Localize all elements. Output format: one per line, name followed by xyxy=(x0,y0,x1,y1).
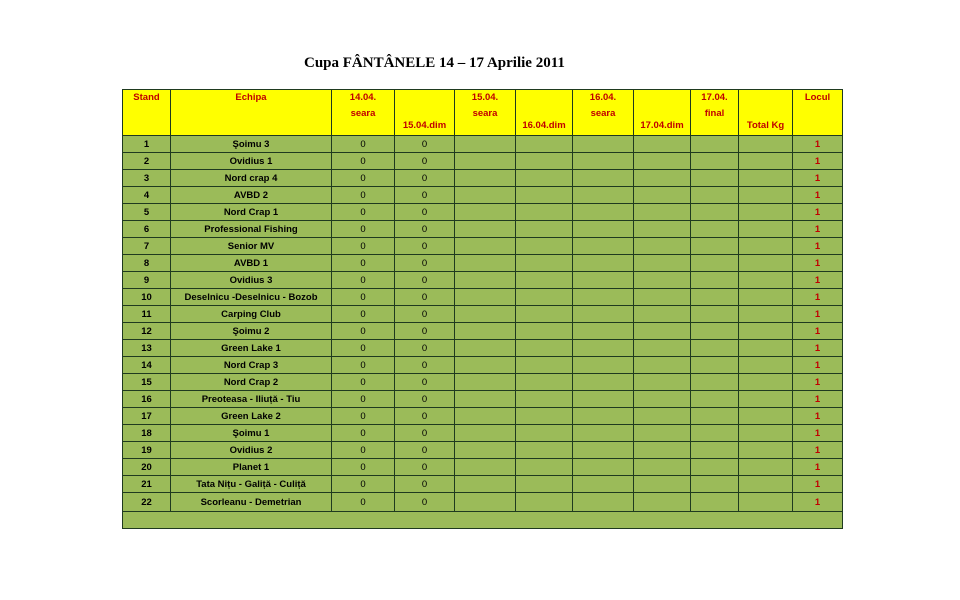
score-day7-cell xyxy=(691,340,739,357)
rank-cell: 1 xyxy=(793,255,843,272)
table-row xyxy=(123,204,843,221)
score-day4-cell xyxy=(516,153,573,170)
score-day6-cell xyxy=(634,408,691,425)
score-day4-cell xyxy=(516,476,573,493)
score-day3-cell xyxy=(455,255,516,272)
score-day4-cell xyxy=(516,204,573,221)
score-day5-cell xyxy=(573,391,634,408)
score-day6-cell xyxy=(634,459,691,476)
score-day2-cell: 0 xyxy=(395,289,455,306)
score-day3-cell xyxy=(455,306,516,323)
total-kg-cell xyxy=(739,425,793,442)
rank-cell: 1 xyxy=(793,204,843,221)
header-day5-sub: seara xyxy=(590,108,616,119)
score-day6-cell xyxy=(634,476,691,493)
score-day3-cell xyxy=(455,408,516,425)
score-day2-cell: 0 xyxy=(395,442,455,459)
team-cell: Green Lake 1 xyxy=(171,340,332,357)
score-day5-cell xyxy=(573,289,634,306)
score-day2-cell: 0 xyxy=(395,425,455,442)
score-day6-cell xyxy=(634,391,691,408)
score-day5-cell xyxy=(573,374,634,391)
header-day3 xyxy=(455,90,516,136)
rank-cell: 1 xyxy=(793,272,843,289)
header-day5 xyxy=(573,90,634,136)
score-day5-cell xyxy=(573,408,634,425)
score-day2-cell: 0 xyxy=(395,170,455,187)
footer-row xyxy=(123,512,843,529)
table-row xyxy=(123,459,843,476)
table-row xyxy=(123,493,843,512)
score-day7-cell xyxy=(691,357,739,374)
score-day5-cell xyxy=(573,170,634,187)
team-cell: Preoteasa - Iliuță - Tiu xyxy=(171,391,332,408)
stand-cell: 22 xyxy=(123,493,171,512)
header-echipa: Echipa xyxy=(171,90,332,136)
team-cell: AVBD 1 xyxy=(171,255,332,272)
stand-cell: 13 xyxy=(123,340,171,357)
header-day1-date: 14.04. xyxy=(349,92,377,103)
total-kg-cell xyxy=(739,289,793,306)
rank-cell: 1 xyxy=(793,391,843,408)
total-kg-cell xyxy=(739,374,793,391)
table-row xyxy=(123,187,843,204)
header-day7-date: 17.04. xyxy=(701,92,728,103)
score-day2-cell: 0 xyxy=(395,221,455,238)
results-table xyxy=(122,89,843,529)
score-day4-cell xyxy=(516,238,573,255)
score-day4-cell xyxy=(516,340,573,357)
score-day6-cell xyxy=(634,289,691,306)
score-day1-cell: 0 xyxy=(332,289,395,306)
score-day6-cell xyxy=(634,340,691,357)
team-cell: Nord Crap 3 xyxy=(171,357,332,374)
score-day6-cell xyxy=(634,255,691,272)
rank-cell: 1 xyxy=(793,476,843,493)
table-row xyxy=(123,476,843,493)
table-row xyxy=(123,238,843,255)
team-cell: Ovidius 2 xyxy=(171,442,332,459)
score-day5-cell xyxy=(573,493,634,512)
team-cell: Nord Crap 2 xyxy=(171,374,332,391)
score-day1-cell: 0 xyxy=(332,272,395,289)
table-row xyxy=(123,340,843,357)
score-day5-cell xyxy=(573,425,634,442)
score-day2-cell: 0 xyxy=(395,238,455,255)
team-cell: AVBD 2 xyxy=(171,187,332,204)
score-day3-cell xyxy=(455,340,516,357)
header-day7-sub: final xyxy=(704,108,725,119)
team-cell: Tata Nițu - Galiță - Culiță xyxy=(171,476,332,493)
rank-cell: 1 xyxy=(793,323,843,340)
score-day3-cell xyxy=(455,187,516,204)
score-day4-cell xyxy=(516,255,573,272)
footer-cell xyxy=(123,512,843,529)
score-day4-cell xyxy=(516,306,573,323)
score-day7-cell xyxy=(691,204,739,221)
rank-cell: 1 xyxy=(793,136,843,153)
team-cell: Deselnicu -Deselnicu - Bozob xyxy=(171,289,332,306)
score-day2-cell: 0 xyxy=(395,255,455,272)
score-day6-cell xyxy=(634,442,691,459)
score-day6-cell xyxy=(634,170,691,187)
score-day5-cell xyxy=(573,459,634,476)
score-day1-cell: 0 xyxy=(332,221,395,238)
rank-cell: 1 xyxy=(793,374,843,391)
stand-cell: 20 xyxy=(123,459,171,476)
score-day3-cell xyxy=(455,323,516,340)
score-day5-cell xyxy=(573,136,634,153)
score-day2-cell: 0 xyxy=(395,408,455,425)
score-day7-cell xyxy=(691,306,739,323)
header-day2: 15.04.dim xyxy=(395,90,455,136)
score-day1-cell: 0 xyxy=(332,476,395,493)
score-day7-cell xyxy=(691,170,739,187)
rank-cell: 1 xyxy=(793,289,843,306)
score-day4-cell xyxy=(516,272,573,289)
stand-cell: 17 xyxy=(123,408,171,425)
team-cell: Ovidius 1 xyxy=(171,153,332,170)
score-day7-cell xyxy=(691,425,739,442)
total-kg-cell xyxy=(739,408,793,425)
score-day6-cell xyxy=(634,204,691,221)
score-day1-cell: 0 xyxy=(332,340,395,357)
stand-cell: 3 xyxy=(123,170,171,187)
score-day5-cell xyxy=(573,221,634,238)
header-day3-date: 15.04. xyxy=(471,92,499,103)
score-day4-cell xyxy=(516,442,573,459)
rank-cell: 1 xyxy=(793,153,843,170)
stand-cell: 12 xyxy=(123,323,171,340)
total-kg-cell xyxy=(739,136,793,153)
score-day7-cell xyxy=(691,289,739,306)
total-kg-cell xyxy=(739,442,793,459)
score-day3-cell xyxy=(455,136,516,153)
score-day5-cell xyxy=(573,153,634,170)
rank-cell: 1 xyxy=(793,442,843,459)
score-day7-cell xyxy=(691,442,739,459)
total-kg-cell xyxy=(739,221,793,238)
score-day5-cell xyxy=(573,357,634,374)
team-cell: Green Lake 2 xyxy=(171,408,332,425)
total-kg-cell xyxy=(739,340,793,357)
rank-cell: 1 xyxy=(793,221,843,238)
score-day7-cell xyxy=(691,136,739,153)
score-day1-cell: 0 xyxy=(332,204,395,221)
stand-cell: 15 xyxy=(123,374,171,391)
stand-cell: 16 xyxy=(123,391,171,408)
score-day2-cell: 0 xyxy=(395,374,455,391)
score-day7-cell xyxy=(691,323,739,340)
stand-cell: 4 xyxy=(123,187,171,204)
score-day1-cell: 0 xyxy=(332,255,395,272)
score-day7-cell xyxy=(691,221,739,238)
header-day7 xyxy=(691,90,739,136)
total-kg-cell xyxy=(739,255,793,272)
team-cell: Nord crap 4 xyxy=(171,170,332,187)
score-day7-cell xyxy=(691,238,739,255)
header-row xyxy=(123,90,843,136)
rank-cell: 1 xyxy=(793,306,843,323)
score-day6-cell xyxy=(634,238,691,255)
score-day4-cell xyxy=(516,357,573,374)
score-day3-cell xyxy=(455,357,516,374)
header-total: Total Kg xyxy=(739,90,793,136)
score-day1-cell: 0 xyxy=(332,391,395,408)
score-day6-cell xyxy=(634,153,691,170)
score-day1-cell: 0 xyxy=(332,425,395,442)
score-day2-cell: 0 xyxy=(395,493,455,512)
table-row xyxy=(123,442,843,459)
header-day1 xyxy=(332,90,395,136)
table-row xyxy=(123,425,843,442)
header-day6: 17.04.dim xyxy=(634,90,691,136)
score-day2-cell: 0 xyxy=(395,323,455,340)
table-row xyxy=(123,374,843,391)
page-title: Cupa FÂNTÂNELE 14 – 17 Aprilie 2011 xyxy=(304,55,565,71)
score-day1-cell: 0 xyxy=(332,187,395,204)
total-kg-cell xyxy=(739,459,793,476)
score-day1-cell: 0 xyxy=(332,306,395,323)
table-row xyxy=(123,221,843,238)
score-day2-cell: 0 xyxy=(395,272,455,289)
score-day5-cell xyxy=(573,476,634,493)
table-row xyxy=(123,255,843,272)
stand-cell: 10 xyxy=(123,289,171,306)
team-cell: Planet 1 xyxy=(171,459,332,476)
score-day6-cell xyxy=(634,272,691,289)
score-day4-cell xyxy=(516,136,573,153)
stand-cell: 7 xyxy=(123,238,171,255)
total-kg-cell xyxy=(739,476,793,493)
stand-cell: 1 xyxy=(123,136,171,153)
score-day4-cell xyxy=(516,408,573,425)
total-kg-cell xyxy=(739,272,793,289)
table-row xyxy=(123,408,843,425)
score-day2-cell: 0 xyxy=(395,187,455,204)
score-day3-cell xyxy=(455,391,516,408)
stand-cell: 11 xyxy=(123,306,171,323)
total-kg-cell xyxy=(739,170,793,187)
score-day5-cell xyxy=(573,238,634,255)
score-day7-cell xyxy=(691,408,739,425)
score-day4-cell xyxy=(516,170,573,187)
score-day1-cell: 0 xyxy=(332,170,395,187)
score-day1-cell: 0 xyxy=(332,459,395,476)
total-kg-cell xyxy=(739,187,793,204)
header-stand: Stand xyxy=(123,90,171,136)
total-kg-cell xyxy=(739,204,793,221)
stand-cell: 8 xyxy=(123,255,171,272)
team-cell: Nord Crap 1 xyxy=(171,204,332,221)
score-day1-cell: 0 xyxy=(332,357,395,374)
score-day2-cell: 0 xyxy=(395,153,455,170)
stand-cell: 9 xyxy=(123,272,171,289)
header-locul: Locul xyxy=(793,90,843,136)
team-cell: Şoimu 3 xyxy=(171,136,332,153)
score-day2-cell: 0 xyxy=(395,476,455,493)
score-day3-cell xyxy=(455,153,516,170)
table-row xyxy=(123,323,843,340)
score-day3-cell xyxy=(455,476,516,493)
score-day5-cell xyxy=(573,340,634,357)
score-day1-cell: 0 xyxy=(332,408,395,425)
score-day1-cell: 0 xyxy=(332,442,395,459)
rank-cell: 1 xyxy=(793,408,843,425)
header-day3-sub: seara xyxy=(472,108,498,119)
score-day7-cell xyxy=(691,187,739,204)
total-kg-cell xyxy=(739,238,793,255)
score-day7-cell xyxy=(691,374,739,391)
rank-cell: 1 xyxy=(793,425,843,442)
total-kg-cell xyxy=(739,357,793,374)
rank-cell: 1 xyxy=(793,459,843,476)
score-day7-cell xyxy=(691,476,739,493)
score-day3-cell xyxy=(455,204,516,221)
total-kg-cell xyxy=(739,153,793,170)
team-cell: Senior MV xyxy=(171,238,332,255)
score-day2-cell: 0 xyxy=(395,357,455,374)
score-day7-cell xyxy=(691,255,739,272)
score-day4-cell xyxy=(516,425,573,442)
total-kg-cell xyxy=(739,493,793,512)
rank-cell: 1 xyxy=(793,187,843,204)
team-cell: Şoimu 2 xyxy=(171,323,332,340)
score-day7-cell xyxy=(691,391,739,408)
score-day7-cell xyxy=(691,459,739,476)
team-cell: Şoimu 1 xyxy=(171,425,332,442)
stand-cell: 19 xyxy=(123,442,171,459)
score-day2-cell: 0 xyxy=(395,340,455,357)
header-day4: 16.04.dim xyxy=(516,90,573,136)
score-day5-cell xyxy=(573,272,634,289)
score-day2-cell: 0 xyxy=(395,204,455,221)
total-kg-cell xyxy=(739,306,793,323)
table-row xyxy=(123,391,843,408)
score-day4-cell xyxy=(516,391,573,408)
score-day4-cell xyxy=(516,187,573,204)
table-row xyxy=(123,306,843,323)
rank-cell: 1 xyxy=(793,493,843,512)
rank-cell: 1 xyxy=(793,340,843,357)
score-day4-cell xyxy=(516,221,573,238)
score-day4-cell xyxy=(516,374,573,391)
stand-cell: 21 xyxy=(123,476,171,493)
score-day3-cell xyxy=(455,442,516,459)
score-day1-cell: 0 xyxy=(332,153,395,170)
score-day4-cell xyxy=(516,323,573,340)
score-day4-cell xyxy=(516,493,573,512)
stand-cell: 6 xyxy=(123,221,171,238)
rank-cell: 1 xyxy=(793,357,843,374)
rank-cell: 1 xyxy=(793,238,843,255)
score-day1-cell: 0 xyxy=(332,323,395,340)
score-day6-cell xyxy=(634,374,691,391)
score-day7-cell xyxy=(691,153,739,170)
score-day5-cell xyxy=(573,306,634,323)
score-day4-cell xyxy=(516,289,573,306)
header-day1-sub: seara xyxy=(350,108,376,119)
score-day6-cell xyxy=(634,187,691,204)
total-kg-cell xyxy=(739,323,793,340)
score-day5-cell xyxy=(573,187,634,204)
score-day2-cell: 0 xyxy=(395,391,455,408)
team-cell: Professional Fishing xyxy=(171,221,332,238)
score-day5-cell xyxy=(573,323,634,340)
score-day1-cell: 0 xyxy=(332,374,395,391)
score-day6-cell xyxy=(634,221,691,238)
score-day3-cell xyxy=(455,459,516,476)
score-day3-cell xyxy=(455,272,516,289)
score-day3-cell xyxy=(455,221,516,238)
table-row xyxy=(123,272,843,289)
team-cell: Ovidius 3 xyxy=(171,272,332,289)
stand-cell: 5 xyxy=(123,204,171,221)
score-day2-cell: 0 xyxy=(395,306,455,323)
score-day5-cell xyxy=(573,442,634,459)
score-day6-cell xyxy=(634,323,691,340)
stand-cell: 2 xyxy=(123,153,171,170)
total-kg-cell xyxy=(739,391,793,408)
score-day3-cell xyxy=(455,289,516,306)
team-cell: Carping Club xyxy=(171,306,332,323)
table-row xyxy=(123,357,843,374)
table-row xyxy=(123,170,843,187)
score-day6-cell xyxy=(634,136,691,153)
table-row xyxy=(123,136,843,153)
results-body xyxy=(123,136,843,512)
score-day2-cell: 0 xyxy=(395,459,455,476)
stand-cell: 18 xyxy=(123,425,171,442)
score-day3-cell xyxy=(455,374,516,391)
score-day5-cell xyxy=(573,204,634,221)
score-day1-cell: 0 xyxy=(332,238,395,255)
score-day6-cell xyxy=(634,493,691,512)
score-day3-cell xyxy=(455,425,516,442)
table-row xyxy=(123,153,843,170)
score-day6-cell xyxy=(634,357,691,374)
score-day3-cell xyxy=(455,170,516,187)
score-day3-cell xyxy=(455,493,516,512)
score-day6-cell xyxy=(634,306,691,323)
score-day1-cell: 0 xyxy=(332,136,395,153)
score-day4-cell xyxy=(516,459,573,476)
score-day3-cell xyxy=(455,238,516,255)
header-day5-date: 16.04. xyxy=(589,92,617,103)
score-day6-cell xyxy=(634,425,691,442)
score-day1-cell: 0 xyxy=(332,493,395,512)
score-day7-cell xyxy=(691,272,739,289)
score-day7-cell xyxy=(691,493,739,512)
team-cell: Scorleanu - Demetrian xyxy=(171,493,332,512)
rank-cell: 1 xyxy=(793,170,843,187)
table-row xyxy=(123,289,843,306)
stand-cell: 14 xyxy=(123,357,171,374)
score-day5-cell xyxy=(573,255,634,272)
score-day2-cell: 0 xyxy=(395,136,455,153)
